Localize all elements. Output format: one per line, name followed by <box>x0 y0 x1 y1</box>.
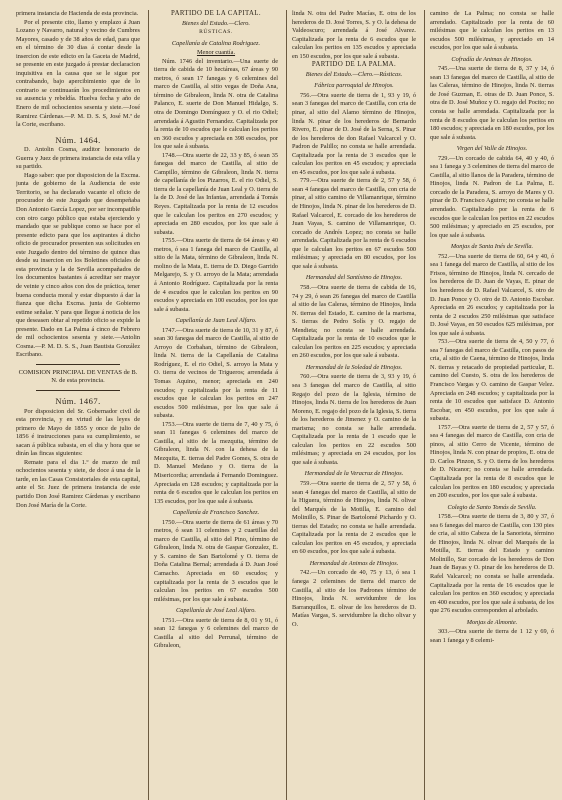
paragraph: 1750.—Otra suerte de tierra de 61 áreas y 70 metros, ó sean 11 celemines y 2 cuartillas del marco de Castilla, al sitio del Pino, término de Gibraleon, linda N. otra de Gaspar Gonzalez, E. y S. camino de San Bartolomé y O. tierra de Doña Catalina Bernal; arrendada á D. Juan José Camacho. Apreciada en 60 escudos; y capitalizada por la renta de 3 escudos que le calculan los peritos en 67 escudos 500 milésimas, por los que sale á subasta. <box>154 518 278 603</box>
paragraph: 1757.—Otra suerte de tierra de 2, 57 y 57, ó sea 4 fanegas del marco de Castilla, con cria de pinos, al sitio Cerro de Vicente, término de Hinojos, linda N. con pinar de propios, E. otra de D. Carlos Pinzon, S. y O. tierra de los herederos de D. Nicanor; no consta se halle arrendada. Capitalizada por la renta de 8 escudos que le calculan los peritos en 180 escudos; y apreciada en 200 escudos, por los que sale á subasta. <box>430 423 554 500</box>
section-subtitle: Bienes del Estado.—Clero. <box>182 19 250 27</box>
subheading: Hermandad de Animas de Hinojos. <box>309 559 399 567</box>
subheading: Menor cuantía. <box>196 49 236 57</box>
paragraph: 303.—Otra suerte de tierra de 1 12 y 69, ó sean 1 fanega y 8 celemi- <box>430 628 554 644</box>
paragraph: 1751.—Otra suerte de tierra de 8, 01 y 91, ó sean 12 fanegas y 6 celemines del marco de Castilla al sitio del Perrunal, término de Gibraleon, <box>154 616 278 650</box>
paragraph: 779.—Otra suerte de tierra de 2, 57 y 58, ó sean 4 fanegas del marco de Castilla, con cria de pinar, al sitio camino de Villamanrique, término de Hinojos, linda N. pinar de los herederos de D. Rafael Valcarcel, E. corcado de los herederos de Juan Vayas, S. camino de Villamanrique, O. corcado de Andrés Lopez; no consta se halle arrendada. Capitalizada por la renta de 6 escudos que le calculan los peritos en 67 escudos 500 milésimas; y apreciada en 80 escudos, por los que sale á subasta. <box>292 177 416 270</box>
column-1 <box>16 10 140 800</box>
paragraph: 753.—Otra suerte de tierra de 4, 50 y 77, ó sea 7 fanegas del marco de Castilla, con pasos de cria, al sitio de Caena, término de Hinojos, linda N. tierras y retacado de propiedad particular, E. camino del Cuesto, S. otra de los herederos de Francisco Vargas y O. camino de Gaspar Velez. Apreciada en 248 escudos; y capitalizada por la renta de 10 escudos que satisface D. Antonio Escobar, en 450 escudos, por los que sale á subasta. <box>430 338 554 423</box>
paragraph: D. Antolin Cosma, auditor honorario de Guerra y Juez de primera instancia de esta villa y su partido. <box>16 146 140 171</box>
section-title: PARTIDO DE LA PALMA. <box>311 61 397 69</box>
paragraph: Por disposicion del Sr. Gobernador civil de esta provincia, y en virtud de las leyes de primero de Mayo de 1855 y once de julio de 1856 é instrucciones para su cumplimiento, se sacan á pública subasta, en el dia y hora que se dirán las fincas siguientes: <box>16 407 140 458</box>
category-label: RÚSTICAS. <box>199 29 233 36</box>
divider <box>36 364 120 365</box>
paragraph: 1758.—Otra suerte de tierra de 3, 80 y 37, ó sea 6 fanegas del marco de Castilla, con 130 pies de cria, al sitio Cabeza de la Sanoriota, término de Hinojos, linda N. olivar del Marqués de la Motilla, E. tierras del Estado y camino Molinillo, Sur corcado de los herederos de Don Juan de Bayas y O. pinar de los herederos de D. Rafel Valcarcel; no consta se halle arrendada. Capitalizada por la renta de 16 escudos que le calculan los peritos en 360 escudos; y apreciada en 400 escudos, por los que sale á subasta, de los que 276 escudos corresponden al arbolado. <box>430 513 554 615</box>
subheading: Hermandad del Santísimo de Hinojos. <box>305 274 403 282</box>
paragraph: camino de La Palma; no consta se halle arrendado. Capitalizado por la renta de 60 milésimas que le calculan los peritos en 13 escudos 500 milésimas, y apreciado en 14 escudos, por los que sale á subasta. <box>430 10 554 52</box>
paragraph: 745.—Una suerte de tierra de 8, 37 y 14, ó sean 13 fanegas del marco de Castilla, al sitio de las Caleras, término de Hinojos, linda N. tierras de José Guzman, E. otras de D. Juan Ponce, S. otra de D. José Muñoz y O. regajo del Pocito; no consta se halle arrendada. Capitalizada por la renta de 8 escudos que le calculan los peritos en 180 escudos; y apreciada en 180 escudos, por los que sale á subasta. <box>430 65 554 141</box>
column-4 <box>424 10 554 800</box>
section-subtitle: Bienes del Estado.—Clero.—Rústicas. <box>305 70 403 78</box>
paragraph: Núm. 1746 del inventario.—Una suerte de tierra de cabida de 10 hectáreas, 67 áreas y 90 metros, ó sean 17 fanegas y 6 celemines del marco de Castilla, al sitio vegas de Doña Ana, término de Gibraleon, linda N. otra de Catalina Palanco, E. suerte de Don Manuel Hidalgo, S. otra de Domingo Domínguez y O. el rio Odiel; arrendada á Agustin Fernandez. Capitalizada por la renta de 10 escudos que le calculan los peritos en 360 escudos y apreciada en 398 escudos, por los que sale á subasta. <box>154 57 278 151</box>
paragraph: 758.—Otra suerte de tierra de cabida de 16, 74 y 29, ó sean 26 fanegas del marco de Castilla al sitio de las Caleras, término de Hinojos, linda N. tierras del Estado, E. camino de la marisma, S. tierras de Pedro Solís y O. regajo de Mendieta; no consta se halle arrendada. Capitalizada por la renta de 10 escudos que le calculan los peritos en 225 escudos; y apreciada en 260 escudos, por los que sale á subasta. <box>292 283 416 360</box>
paragraph: Por el presente cito, llamo y emplazo á Juan Lozano y Navarro, natural y vecino de Cumbres Mayores, casado y de 38 años de edad, para que en el término de 30 dias á contar desde la insercion de este edicto en la Gaceta de Madrid, se presente en este juzgado á prestar declaracion inquisitiva en la causa que se le sigue por contrabando, bajo apercibimiento que de lo contrario se continuarán los procedimientos en su ausencia y rebeldía. Huelva fecha y año de Enero de mil ochocientos sesenta y siete.—José Ramirez Cárdenas.—P. M. D. S. S, José M.ª de la Corte, escribano. <box>16 18 140 129</box>
paragraph: 1753.—Otra suerte de tierra de 7, 40 y 75, ó sean 11 fanegas 6 celemines del marco de Castilla, al sitio de la mezquita, término de Gibraleon, linda N. con la dehesa de la Mezquita, E. tierras del Padre Gomes, S. otra de D. Manuel Medano y O. tierra de la Misericordia; arrendada á Fernando Dominguez. Apreciada en 128 escudos; y capitalizada por la renta de 6 escudos que le calculan los peritos en 135 escudos, por los que sale á subasta. <box>154 420 278 505</box>
subheading: Hermandad de la Veracruz de Hinojos. <box>304 470 404 478</box>
paragraph: 1748.—Otra suerte de 22, 33 y 85, ó sean 35 fanegas del marco de Castilla, al sitio de Campillo, término de Gibraleon, linda N. tierra de capellanía de los Pizarros, E. el rio Odiel, S. tierra de la capellanía de Juan Leal y O. tierra de la de D. José de las Infantas, arrendada á Tomás Reyes. Capitalizada por la renta de 12 escudos que le calculan los peritos en 270 escudos; y apreciada en 280 escudos, por los que sale á subasta. <box>154 151 278 236</box>
subheading: Monjas de Almonte. <box>466 618 518 626</box>
paragraph: linda N. otra del Padre Macías, E. otra de los herederos de D. José Torres, S. y O. la dehesa de Valdeoscuro; arrendada á José Alvarez. Capitalizada por la renta de 6 escudos que le calculan los peritos en 135 escudos y apreciada en 150 escudos, por los que sale á subasta. <box>292 10 416 60</box>
paragraph: 759.—Otra suerte de tierra de 2, 57 y 58, ó sean 4 fanegas del marco de Castilla, al sitio de la Higuera, término de Hinojos, linda N. olivar del Marqués de la Motilla, E. camino del Molinillo, S. Pinar de Bartolomé Pichardo y O. tierras del Estado; no consta se halle arrendada. Capitalizada por la renta de 2 escudos que le calculan los peritos en 45 escudos, y apreciada en 60 escudos, por los que sale á subasta. <box>292 479 416 556</box>
section-heading: COMISION PRINCIPAL DE VENTAS de B. N. de esta provincia. <box>18 368 138 385</box>
subheading: Capellanía de Juan Leal Alfaro. <box>175 317 257 325</box>
column-2 <box>148 10 278 800</box>
subheading: Virgen del Valle de Hinojos. <box>456 145 528 153</box>
paragraph: Hago saber: que por disposicion de la Excma. junta de gobierno de la Audiencia de este Territorio, se ha declarado vacante el oficio de procurador de este Juzgado que desempeñaba Don Antonio García Lopez, por ser incompatible con otro cargo público que estaba ejerciendo y mandado que se publique como se hace por el presente edicto para que los aspirantes á dicho oficio de procurador presenten sus solicitudes en este Juzgado dentro del término de quince dias desde su insercion en los Boletines oficiales de esta provincia y la de Sevilla acompañados de los documentos bastantes á acreditar ser mayor de veinte y cinco años con dos de práctica, tener buena conducta moral y estar dispuesto á dar la fianza que dicha Excma. junta de Gobierno estime señalar. Y para que llegue á noticia de los que deseasen obtar al repetido oficio se expide la presente. Dado en La Palma á cinco de Febrero de mil ochocientos sesenta y siete.—Antolin Cosma.—P. M. D. S. S., Juan Bautista González Escribano. <box>16 171 140 359</box>
paragraph: 1747.—Otra suerte de tierra de 10, 31 y 87, ó sean 30 fanegas del marco de Castilla, al sitio de Arroyo de Corbahan, término de Gibraleon, linda N. tierra de la Capellanía de Catalina Rodríguez, E. el rio Odiel, S. arroyo la Mata y O. tierra de vecinos de Trigueros; arrendada á Tomas Aquino, menor; apreciada en 240 escudos; y capitalizada por la renta de 11 escudos que le calculan los peritos en 247 escudos 500 milésimas, por los que sale á subasta. <box>154 326 278 420</box>
paragraph: 742.—Un corcado de 40, 75 y 13, ó sea 1 fanega 2 celemines de tierra del marco de Castilla, al sitio de los Padrones término de Hinojos, linda N. servidumbre de los Barranquillos, E. olivar de los herederos de D. Matías Vargas, S. servidumbre la dicho olivar y O. <box>292 569 416 628</box>
notice-number: Núm. 1467. <box>55 395 101 406</box>
section-title: PARTIDO DE LA CAPITAL. <box>171 10 261 17</box>
subheading: Colegio de Santo Tomás de Sevilla. <box>447 503 537 511</box>
paragraph: Remate para el dia 1.º de marzo de mil ochocientos sesenta y siete, de doce á una de la tarde, en las Casas Consistoriales de esta capital, ante el Sr. Juez de primera instancia de este partido Don José Ramirez Cárdenas y escribano Don José María de la Corte. <box>16 458 140 509</box>
paragraph: 760.—Otra suerte de tierra de 3, 93 y 19, ó sea 3 fanegas del marco de Castilla, al sitio Regajo del pozo de la Iglesia, término de Hinojos, linda N. tierra de los herederos de Juan Moreno, E. regajo del pozo de la Iglesia, S. tierra de los herederos de Jimenez y O. camino de la marisma; no consta se halle arrendada. Capitalizada por la renta de 1 escudo que le calculan los peritos en 22 escudos 500 milésimas; y apreciada en 24 escudos, por los que sale á subasta. <box>292 373 416 466</box>
paragraph: 756.—Otra suerte de tierra de 1, 93 y 19, ó sean 3 fanegas del marco de Castilla, con cria de pinar, al sitio del Alamo término de Hinojos, linda N. pinar de los herederos de Bernardo Rivero, E. pinar de D. José de la Serna, S. Pinar de los herederos de don Rafael Valcarcel y O. Padron de Palillo; no consta se halle arrendada. Capitalizada por la renta de 3 escudos que le calculan los peritos en 45 escudos; y apreciada en 45 escudos, por los que sale á subasta. <box>292 91 416 176</box>
subheading: Monjas de Santa Inés de Sevilla. <box>450 243 534 251</box>
paragraph: primera instancia de Hacienda de esta provincia. <box>16 10 139 17</box>
subheading: Cofradía de Animas de Hinojos. <box>451 55 533 63</box>
subheading: Fábrica parroquial de Hinojos. <box>314 82 394 90</box>
columns <box>16 10 554 800</box>
divider <box>36 390 120 391</box>
paragraph: 1755.—Otra suerte de tierra de 64 áreas y 40 metros, ó sea 1 fanega del marco de Castilla, al sitio de la Mata, término de Gibraleon, linda N. molino de la Mata, E. tierra de D. Diego Garrido Melgarejo, S. y O. arroyo de la Mata; arrendada á Antonio Rodríguez. Capitalizada por la renta de 4 escudos que le calculan los peritos en 90 escudos y apreciada en 100 escudos, por los que sale á subasta. <box>154 237 278 313</box>
subheading: Capellanía de José Leal Alfaro. <box>176 607 256 615</box>
subheading: Capellanía de Francisco Sanchez. <box>172 509 260 517</box>
subheading: Hermandad de la Soledad de Hinojos. <box>305 363 403 371</box>
paragraph: 752.—Una suerte de tierra de 60, 64 y 40, ó sea 1 fanega del marco de Castilla, al sitio de los Frisos, término de Hinojos, linda N. cercado de los herederos de D. Juan de Vayas, E. pinar de los herederos de D. Rafael Valcarcel, S. otro de D. Juan Ponce y O. otro de D. Antonio Escobar. Apreciada en 26 escudos; y capitalizada por la renta de 2 escudos 250 milésimas que satisface D. José Vayas, en 50 escudos 625 milésimas, por los que sale á subasta. <box>430 252 554 337</box>
paragraph: 729.—Un corcado de cabida 64, 40 y 40, ó sea 1 fanega y 3 celemines de tierra del marco de Castilla, al sitio llanos de la Paradera, término de Hinojos, linda N. Padron de La Palma, E. corcado de la Paradera, S. arroyo de Mares y O. pinar de D. Francisco Aguirre; no consta se halle arrendado. Capitalizado por la renta de 6 escudos que le calculan los peritos en 22 escudos 500 milésimas; y apreciado en 25 escudos, por los que sale á subasta. <box>430 154 554 239</box>
notice-number: Núm. 1464. <box>55 134 101 145</box>
subheading: Capellanía de Catalina Rodriguez. <box>171 39 261 47</box>
column-3 <box>286 10 416 800</box>
